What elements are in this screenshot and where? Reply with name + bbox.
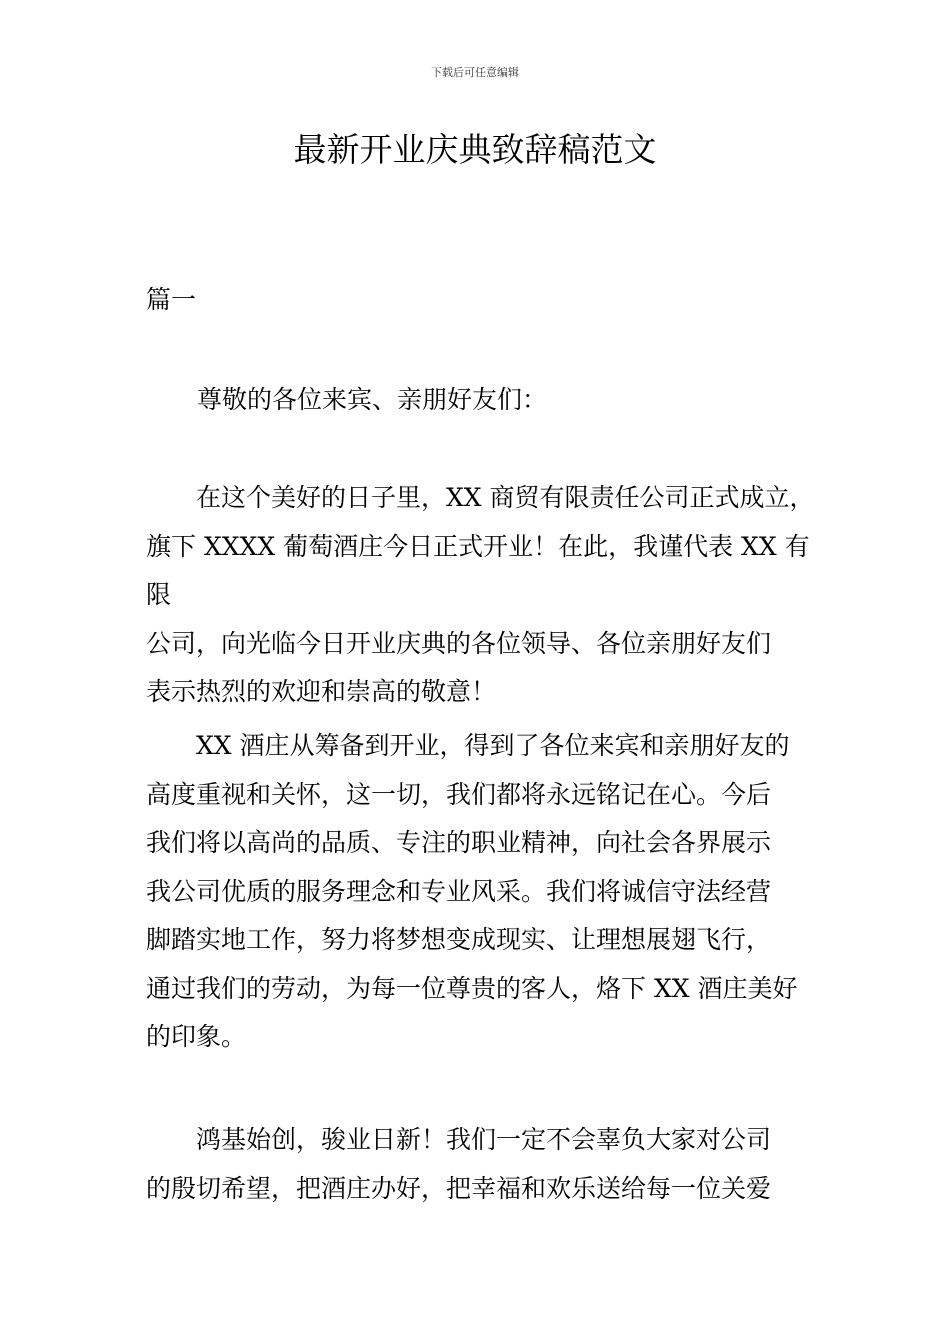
salutation: 尊敬的各位来宾、亲朋好友们：: [197, 385, 548, 414]
header-note: 下载后可任意编辑: [431, 66, 519, 79]
paragraph-1: 在这个美好的日子里，XX 商贸有限责任公司正式成立， 旗下 XXXX 葡萄酒庄今日正式开业！在此，我谨代表 XX 有限 公司，向光临今日开业庆典的各位领导、各位亲朋好友们 表示热烈的欢迎和崇高的敬意！: [146, 483, 815, 706]
section-heading: 篇一: [146, 285, 197, 314]
document-title: 最新开业庆典致辞稿范文: [293, 130, 657, 169]
paragraph-3: 鸿基始创，骏业日新！我们一定不会辜负大家对公司 的殷切希望，把酒庄办好，把幸福和欢乐送给每一位关爱: [146, 1125, 772, 1203]
paragraph-2: XX 酒庄从筹备到开业，得到了各位来宾和亲朋好友的 高度重视和关怀，这一切，我们都将永远铭记在心。今后 我们将以高尚的品质、专注的职业精神，向社会各界展示 我公司优质的服务理念和专业风采。我们将诚信守法经营 脚踏实地工作，努力将梦想变成现实、让理想展翅飞行， 通过我们的劳动，为每一位尊贵的客人，烙下 XX 酒庄美好 的印象。: [146, 731, 798, 1051]
